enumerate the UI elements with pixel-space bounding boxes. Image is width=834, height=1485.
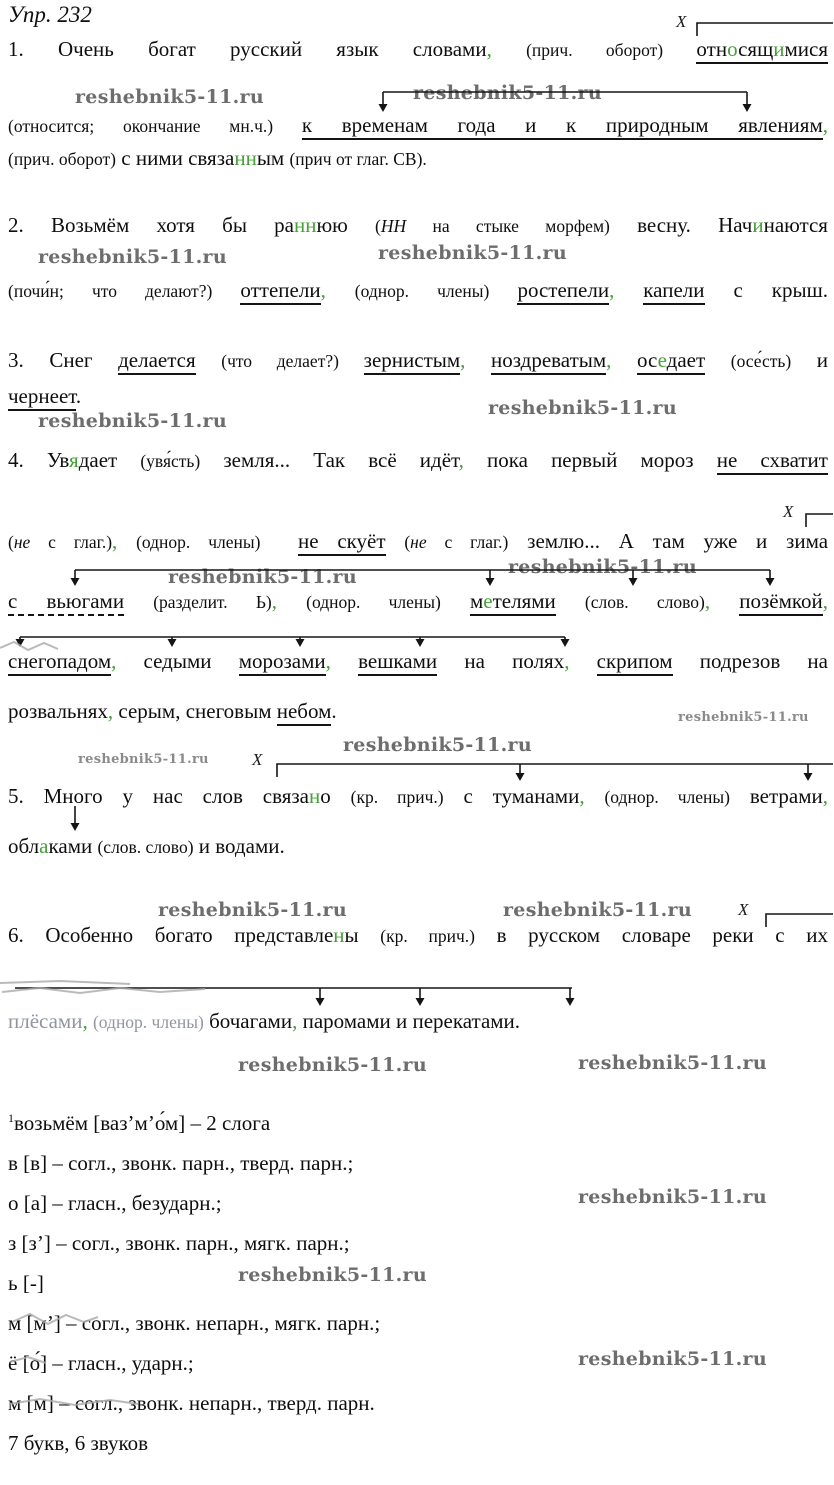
text-line: 1. Очень богат русский язык словами, (прич. оборот) относящимися <box>8 36 828 64</box>
text-line: 5. Много у нас слов связано (кр. прич.) с туманами, (однор. члены) ветрами, <box>8 784 828 808</box>
phonetic-line: ь [-] <box>8 1271 44 1295</box>
text-line: 2. Возьмём хотя бы раннюю (НН на стыке морфем) весну. Начинаются <box>8 213 828 237</box>
phonetic-line: в [в] – согл., звонк. парн., тверд. парн.; <box>8 1151 354 1175</box>
watermark: reshebnik5-11.ru <box>158 899 347 921</box>
text-line: с вьюгами (разделит. Ь), (однор. члены) метелями (слов. слово), позёмкой, <box>8 588 828 616</box>
watermark: reshebnik5-11.ru <box>578 1052 767 1074</box>
watermark: reshebnik5-11.ru <box>488 397 677 419</box>
text-line: (относится; окончание мн.ч.) к временам года и к природным явлениям, <box>8 112 828 140</box>
watermark: reshebnik5-11.ru <box>578 1348 767 1370</box>
head-word-marker: Х <box>252 750 263 769</box>
watermark: reshebnik5-11.ru <box>38 246 227 268</box>
watermark: reshebnik5-11.ru <box>75 86 264 108</box>
text-line: снегопадом, седыми морозами, вешками на полях, скрипом подрезов на <box>8 648 828 676</box>
head-word-marker: Х <box>738 900 749 919</box>
watermark: reshebnik5-11.ru <box>238 1054 427 1076</box>
phonetic-line: $^1$возьмём [ваз’м’о́м] – 2 слога <box>8 1111 271 1135</box>
text-line: плёсами, (однор. члены) бочагами, паромами и перекатами. <box>8 1009 521 1033</box>
watermark: reshebnik5-11.ru <box>238 1264 427 1286</box>
phonetic-line: м [м’] – согл., звонк. непарн., мягк. парн.; <box>8 1311 381 1335</box>
text-line: чернеет. <box>8 383 828 411</box>
head-word-marker: Х <box>676 12 687 31</box>
phonetic-line: 7 букв, 6 звуков <box>8 1431 149 1455</box>
watermark: reshebnik5-11.ru <box>413 82 602 104</box>
exercise-title: Упр. 232 <box>8 2 92 27</box>
text-line: розвальнях, серым, снеговым небом. <box>8 698 828 726</box>
text-line: (прич. оборот) с ними связанным (прич от глаг. СВ). <box>8 146 427 170</box>
phonetic-line: о [а] – гласн., безударн.; <box>8 1191 222 1215</box>
text-line: 6. Особенно богато представлены (кр. прич.) в русском словаре реки с их <box>8 923 828 947</box>
watermark: reshebnik5-11.ru <box>343 734 532 756</box>
phonetic-line: м [м] – согл., звонк. непарн., тверд. парн. <box>8 1391 375 1415</box>
watermark: reshebnik5-11.ru <box>38 410 227 432</box>
phonetic-line: ё [о́] – гласн., ударн.; <box>8 1351 194 1375</box>
watermark: reshebnik5-11.ru <box>503 899 692 921</box>
text-line: 3. Снег делается (что делает?) зернистым, ноздреватым, оседает (осе́сть) и <box>8 347 828 375</box>
text-line: (почи́н; что делают?) оттепели, (однор. члены) ростепели, капели с крыш. <box>8 277 828 305</box>
watermark: reshebnik5-11.ru <box>378 242 567 264</box>
phonetic-line: з [з’] – согл., звонк. парн., мягк. парн.; <box>8 1231 350 1255</box>
watermark: reshebnik5-11.ru <box>168 566 357 588</box>
text-line: (не с глаг.), (однор. члены) не скуёт (не с глаг.) землю... А там уже и зима <box>8 528 828 556</box>
text-line: облаками (слов. слово) и водами. <box>8 834 285 858</box>
head-word-marker: Х <box>783 502 794 521</box>
watermark: reshebnik5-11.ru <box>678 710 809 725</box>
watermark: reshebnik5-11.ru <box>78 752 209 767</box>
watermark: reshebnik5-11.ru <box>508 556 697 578</box>
text-line: 4. Увядает (увя́сть) земля... Так всё идёт, пока первый мороз не схватит <box>8 447 828 475</box>
watermark: reshebnik5-11.ru <box>578 1186 767 1208</box>
